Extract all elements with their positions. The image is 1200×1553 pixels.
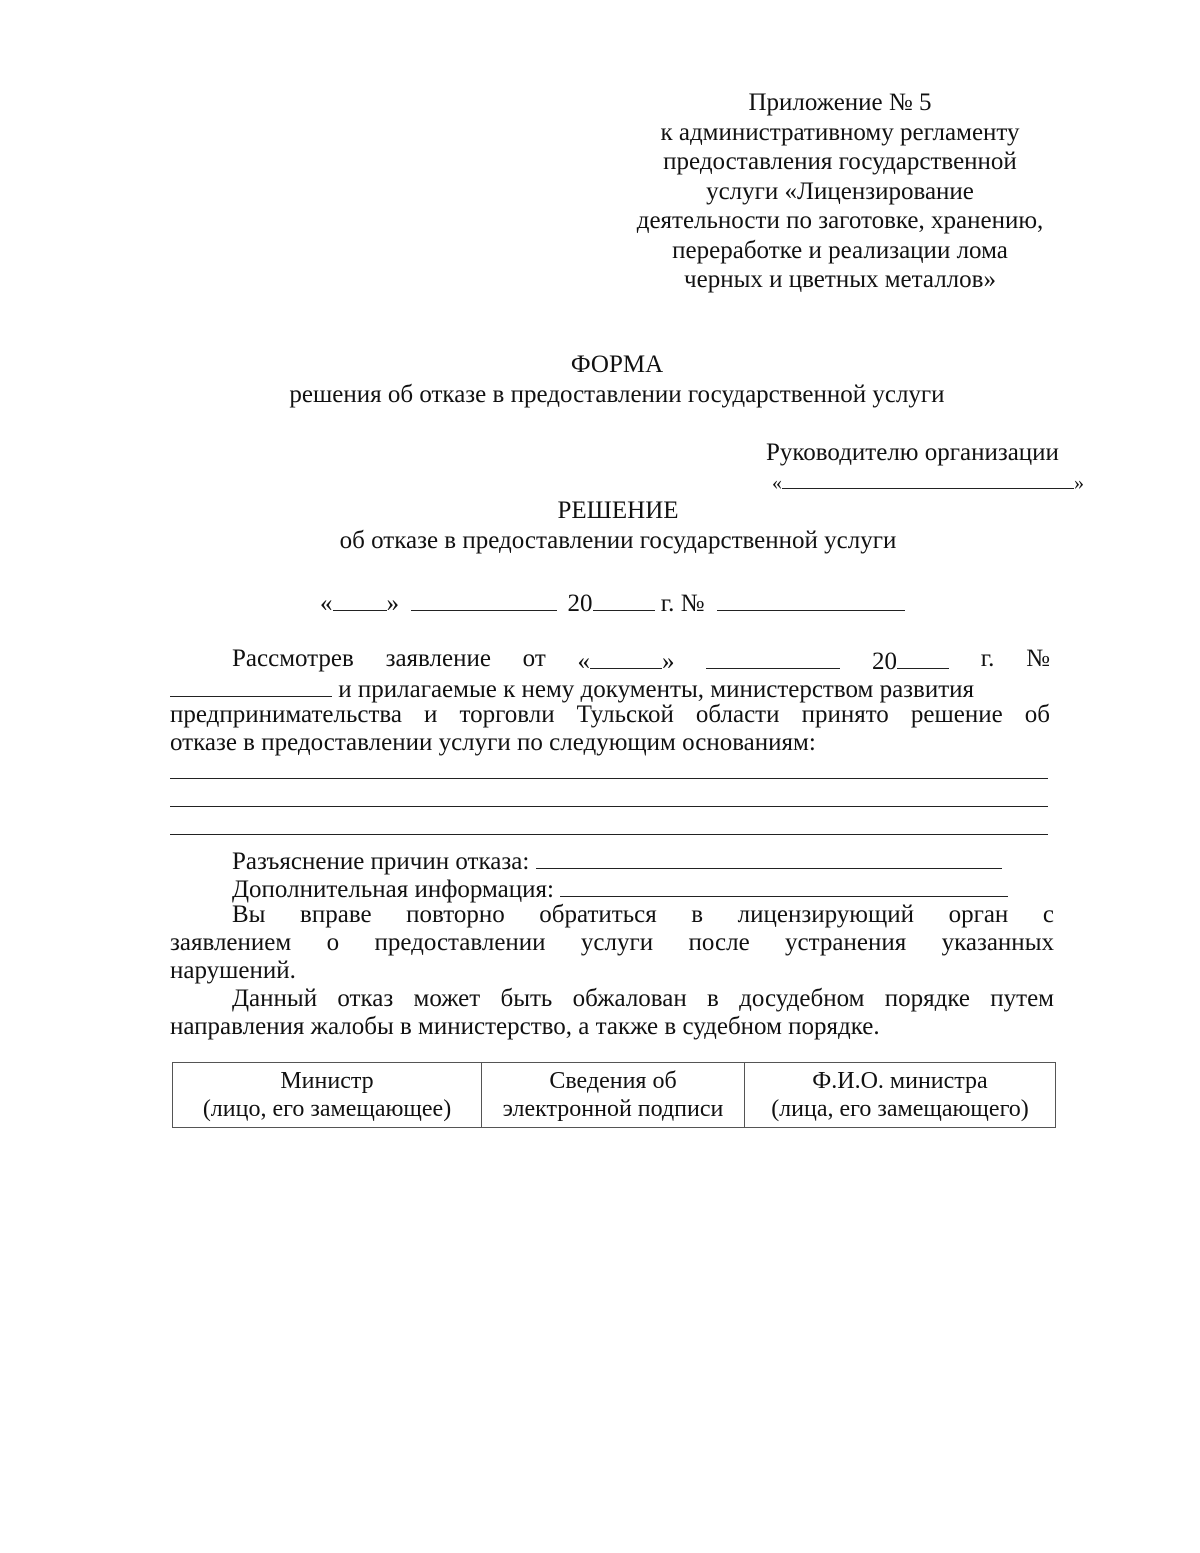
refusal-reasons-field[interactable] [536,844,1002,869]
appendix-line: услуги «Лицензирование [706,177,974,205]
year-field[interactable] [593,586,655,611]
decision-title: РЕШЕНИЕ [557,497,679,524]
word: от [522,645,546,672]
appendix-line: черных и цветных металлов» [684,266,996,293]
paragraph-1-line-3: предпринимательства и торговли Тульской области принято решение об [170,701,1050,728]
cell-line: (лицо, его замещающее) [202,1096,452,1122]
quote-open: « [772,472,782,494]
addressee-label: Руководителю организации [766,439,1059,466]
decision-number-field[interactable] [717,586,905,611]
quote-close: » [386,590,399,617]
word: заявление [385,645,491,672]
reason-line-1[interactable] [170,778,1048,779]
appendix-line: предоставления государственной [663,148,1017,175]
paragraph-3-line-2: направления жалобы в министерство, а также в судебном порядке. [170,1013,880,1040]
cell-line: Ф.И.О. министра [812,1068,988,1094]
quote-open: « [320,590,333,617]
quote-open: « [577,648,591,675]
application-number-field[interactable] [170,672,332,697]
paragraph-2-line-2: заявлением о предоставлении услуги после устранения указанных [170,929,1054,956]
paragraph-2-line-1: Вы вправе повторно обратиться в лицензирующий орган с [232,901,1054,928]
cell-line: (лица, его замещающего) [771,1096,1029,1122]
appendix-line: Приложение № 5 [748,89,932,116]
e-signature-cell [482,1063,745,1128]
word: № [1026,645,1050,672]
form-subtitle: решения об отказе в предоставлении государственной услуги [289,381,945,408]
year-suffix: г. № [660,590,705,617]
year-prefix: 20 [567,590,593,617]
signature-table [172,1062,1056,1128]
application-year-field[interactable] [897,644,949,669]
additional-info-label: Дополнительная информация: [232,876,554,903]
quote-close: » [1074,472,1084,494]
form-title: ФОРМА [570,351,664,378]
appendix-line: к административному регламенту [660,118,1020,146]
text: и прилагаемые к нему документы, министерством развития [338,676,975,703]
minister-name-cell [745,1063,1056,1128]
reason-line-2[interactable] [170,806,1048,807]
cell-line: Сведения об [549,1068,677,1094]
paragraph-2-line-3: нарушений. [170,957,296,984]
appendix-header [590,88,1090,295]
word: Рассмотрев [232,645,354,672]
appendix-line: переработке и реализации лома [672,236,1008,264]
cell-line: Министр [280,1068,374,1094]
quote-close: » [662,648,675,675]
paragraph-3-line-1: Данный отказ может быть обжалован в досудебном порядке путем [232,985,1054,1012]
paragraph-1-line-4: отказе в предоставлении услуги по следующим основаниям: [170,729,816,756]
addressee-org-field[interactable] [772,468,1084,498]
minister-cell [173,1063,482,1128]
application-day-field[interactable] [590,644,662,669]
decision-subtitle: об отказе в предоставлении государственной услуги [339,527,897,554]
reason-line-3[interactable] [170,834,1048,835]
application-month-field[interactable] [706,644,840,669]
appendix-line: деятельности по заготовке, хранению, [636,207,1044,234]
decision-date-line [320,586,905,619]
word: г. [980,645,995,672]
day-field[interactable] [333,586,387,611]
cell-line: электронной подписи [502,1096,724,1122]
month-field[interactable] [411,586,557,611]
year-prefix: 20 [871,648,897,675]
additional-info-field[interactable] [560,872,1008,897]
refusal-reasons-label: Разъяснение причин отказа: [232,848,530,875]
